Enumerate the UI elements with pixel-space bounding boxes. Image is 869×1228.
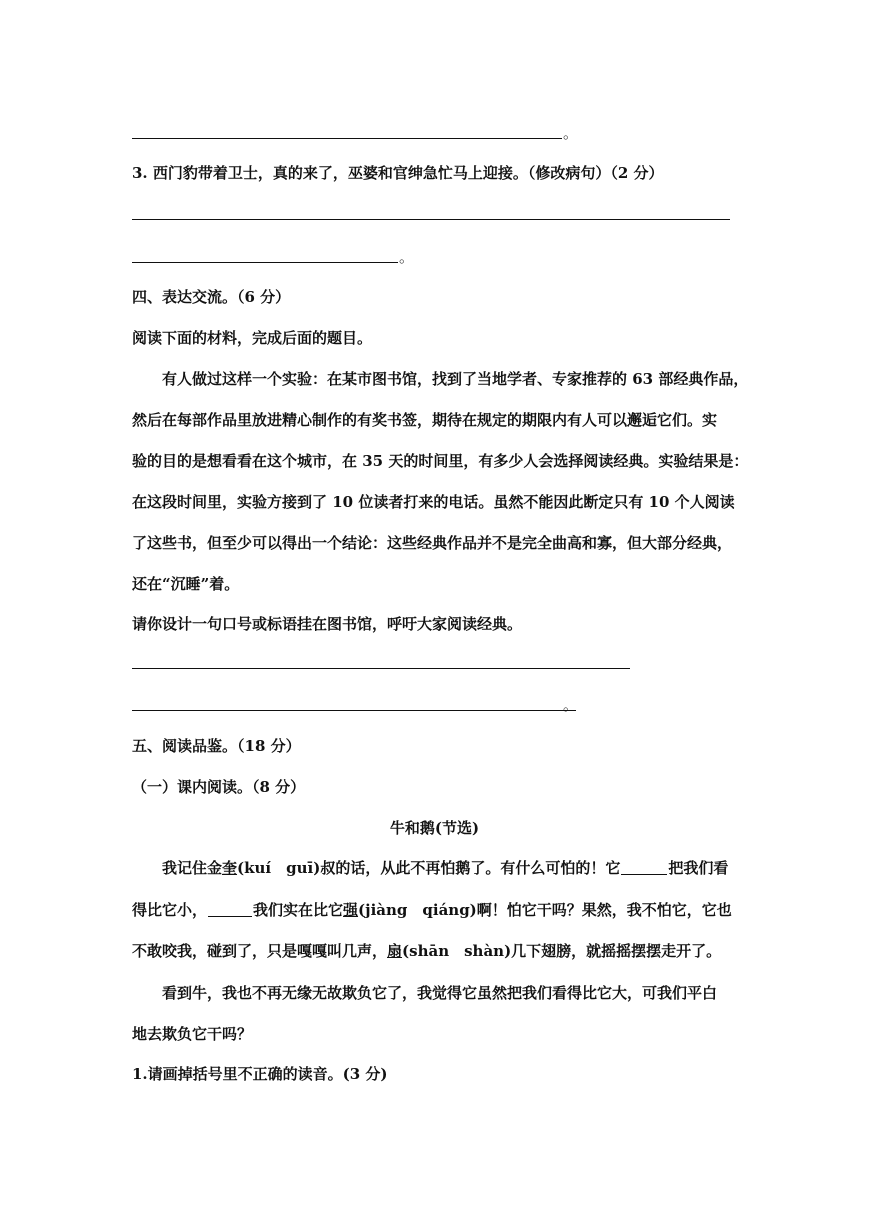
period-mark: 。 — [399, 248, 415, 266]
answer-line — [132, 262, 398, 263]
passage-line: 我记住金奎(kuí guī)叔的话，从此不再怕鹅了。有什么可怕的！它 把我们看 — [162, 859, 729, 877]
period-mark: 。 — [563, 124, 579, 142]
passage-line: 不敢咬我，碰到了，只是嘎嘎叫几声，扇(shān shàn)几下翅膀，就摇摇摆摆走开了。 — [132, 942, 722, 960]
passage-line: 验的目的是想看看在这个城市，在 35 天的时间里，有多少人会选择阅读经典。实验结果是： — [132, 452, 749, 470]
section-4-instruction: 阅读下面的材料，完成后面的题目。 — [132, 329, 373, 347]
fill-blank[interactable] — [208, 900, 252, 917]
passage-line: 有人做过这样一个实验：在某市图书馆，找到了当地学者、专家推荐的 63 部经典作品， — [162, 370, 749, 388]
period-mark: 。 — [563, 696, 579, 714]
passage-line: 在这段时间里，实验方接到了 10 位读者打来的电话。虽然不能因此断定只有 10 个人阅读 — [132, 493, 735, 511]
subsection-heading: （一）课内阅读。（8 分） — [132, 778, 306, 796]
passage-title: 牛和鹅(节选) — [389, 819, 480, 837]
passage-line: 了这些书，但至少可以得出一个结论：这些经典作品并不是完全曲高和寡，但大部分经典， — [132, 534, 733, 552]
question-3: 3. 西门豹带着卫士，真的来了，巫婆和官绅急忙马上迎接。（修改病句）（2 分） — [132, 164, 664, 182]
section-5-heading: 五、阅读品鉴。（18 分） — [132, 737, 301, 755]
section-4-task: 请你设计一句口号或标语挂在图书馆，呼吁大家阅读经典。 — [132, 615, 523, 633]
fill-blank[interactable] — [621, 858, 667, 875]
passage-line: 地去欺负它干吗？ — [132, 1025, 253, 1043]
passage-line: 得比它小， 我们实在比它强(jiàng qiáng)啊！怕它干吗？果然，我不怕它，它也 — [132, 901, 732, 919]
passage-line: 看到牛，我也不再无缘无故欺负它了，我觉得它虽然把我们看得比它大，可我们平白 — [162, 984, 718, 1002]
answer-line — [132, 219, 730, 220]
passage-line: 然后在每部作品里放进精心制作的有奖书签，期待在规定的期限内有人可以邂逅它们。实 — [132, 411, 718, 429]
answer-line — [132, 710, 576, 711]
answer-line — [132, 138, 562, 139]
question-1: 1.请画掉括号里不正确的读音。(3 分) — [132, 1065, 388, 1083]
answer-line — [132, 668, 630, 669]
passage-line: 还在“沉睡”着。 — [132, 575, 240, 593]
section-4-heading: 四、表达交流。（6 分） — [132, 288, 291, 306]
